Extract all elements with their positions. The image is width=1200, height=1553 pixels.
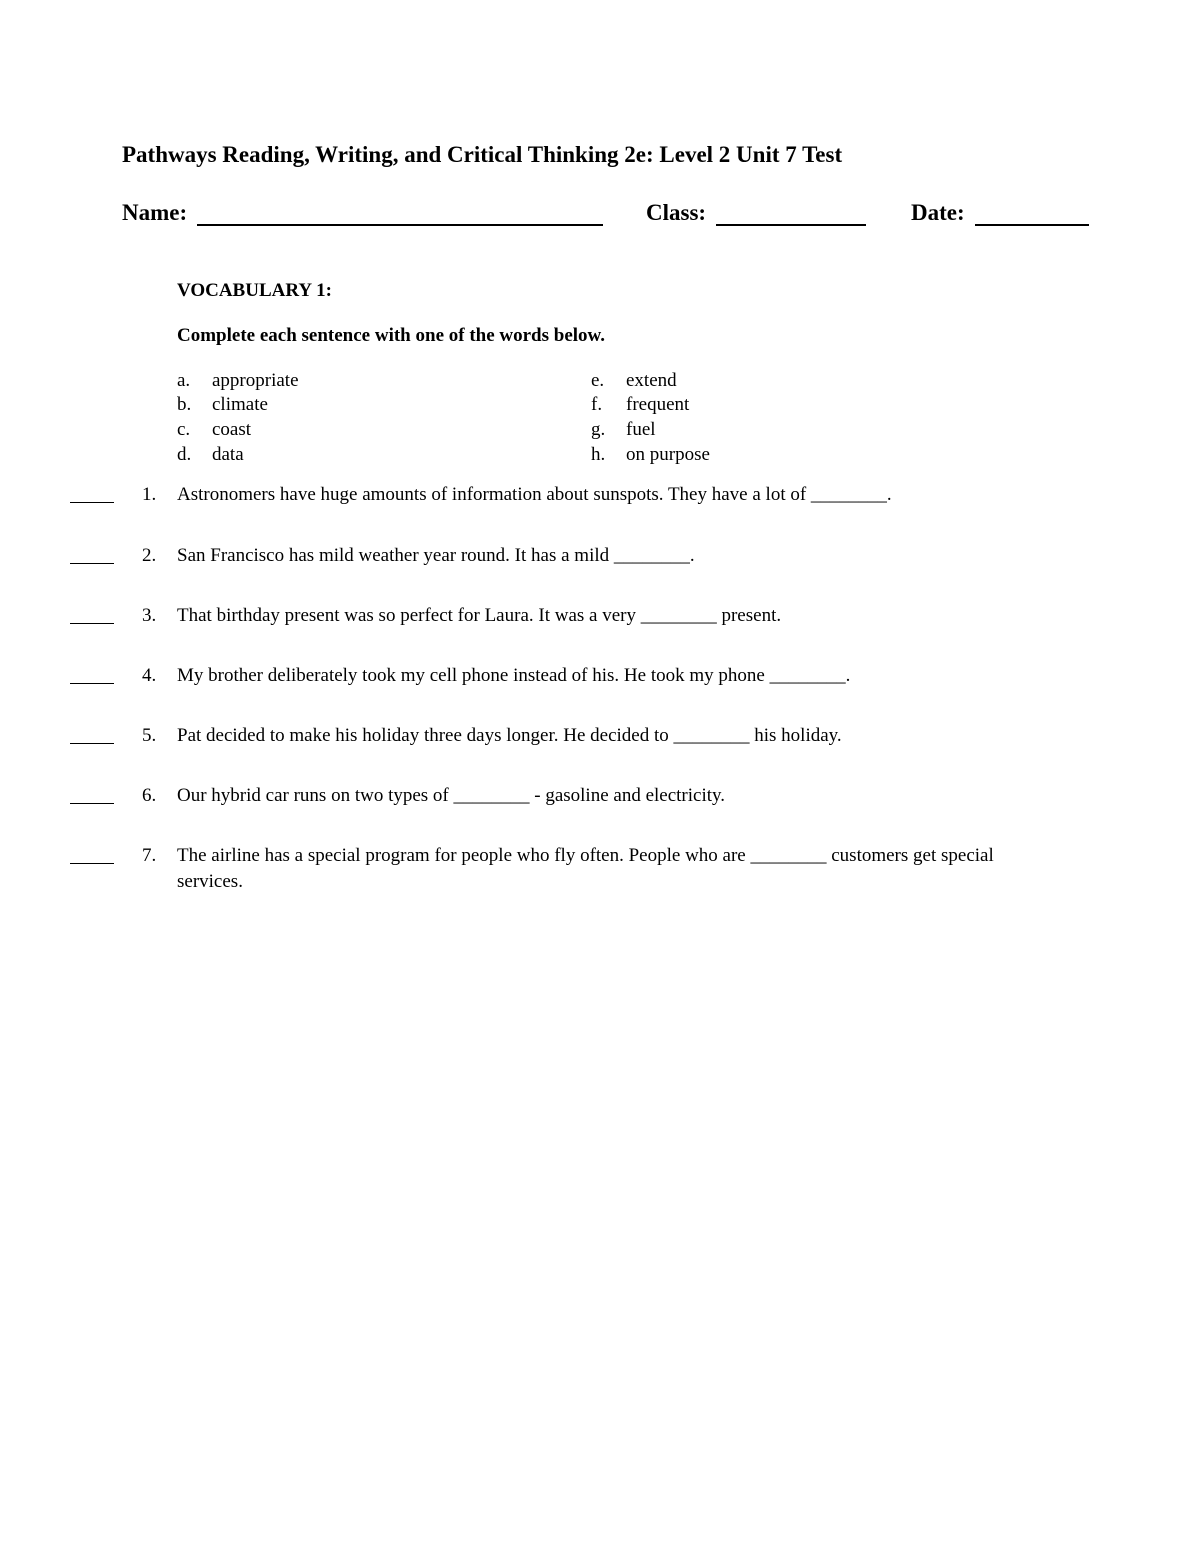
question-text: That birthday present was so perfect for Laura. It was a very ________ present.	[177, 605, 782, 626]
question-text: San Francisco has mild weather year round. It has a mild ________.	[177, 545, 695, 566]
word-text: on purpose	[626, 444, 710, 465]
section-heading: VOCABULARY 1:	[177, 280, 332, 301]
word-text: frequent	[626, 394, 690, 415]
question-number: 7.	[142, 845, 157, 866]
answer-blank[interactable]	[70, 563, 114, 564]
word-letter: e.	[591, 370, 605, 391]
word-text: climate	[212, 394, 268, 415]
question-number: 2.	[142, 545, 157, 566]
answer-blank[interactable]	[70, 502, 114, 503]
name-row	[122, 200, 603, 226]
answer-blank[interactable]	[70, 863, 114, 864]
question-number: 3.	[142, 605, 157, 626]
word-letter: d.	[177, 444, 192, 465]
word-text: data	[212, 444, 244, 465]
word-letter: h.	[591, 444, 606, 465]
question-text: Our hybrid car runs on two types of ________ - gasoline and electricity.	[177, 785, 726, 806]
word-letter: b.	[177, 394, 192, 415]
question-number: 1.	[142, 484, 157, 505]
question-number: 4.	[142, 665, 157, 686]
date-row	[911, 200, 1089, 226]
class-label: Class:	[646, 200, 707, 225]
question-text: Astronomers have huge amounts of information about sunspots. They have a lot of ________.	[177, 484, 892, 505]
word-letter: a.	[177, 370, 191, 391]
word-letter: f.	[591, 394, 603, 415]
word-text: fuel	[626, 419, 656, 440]
answer-blank[interactable]	[70, 743, 114, 744]
name-label: Name:	[122, 200, 188, 225]
question-number: 5.	[142, 725, 157, 746]
answer-blank[interactable]	[70, 803, 114, 804]
word-letter: c.	[177, 419, 191, 440]
date-field[interactable]	[975, 200, 1089, 226]
word-text: extend	[626, 370, 677, 391]
class-field[interactable]	[716, 200, 866, 226]
page-title: Pathways Reading, Writing, and Critical Thinking 2e: Level 2 Unit 7 Test	[122, 142, 843, 167]
question-number: 6.	[142, 785, 157, 806]
word-text: appropriate	[212, 370, 299, 391]
answer-blank[interactable]	[70, 623, 114, 624]
question-text: The airline has a special program for people who fly often. People who are ________ customers get special services.	[177, 845, 994, 892]
instructions: Complete each sentence with one of the words below.	[177, 325, 605, 346]
question-text: My brother deliberately took my cell phone instead of his. He took my phone ________.	[177, 665, 851, 686]
class-row	[646, 200, 866, 226]
word-letter: g.	[591, 419, 606, 440]
name-field[interactable]	[197, 200, 603, 226]
answer-blank[interactable]	[70, 683, 114, 684]
date-label: Date:	[911, 200, 965, 225]
word-text: coast	[212, 419, 252, 440]
question-text: Pat decided to make his holiday three days longer. He decided to ________ his holiday.	[177, 725, 842, 746]
